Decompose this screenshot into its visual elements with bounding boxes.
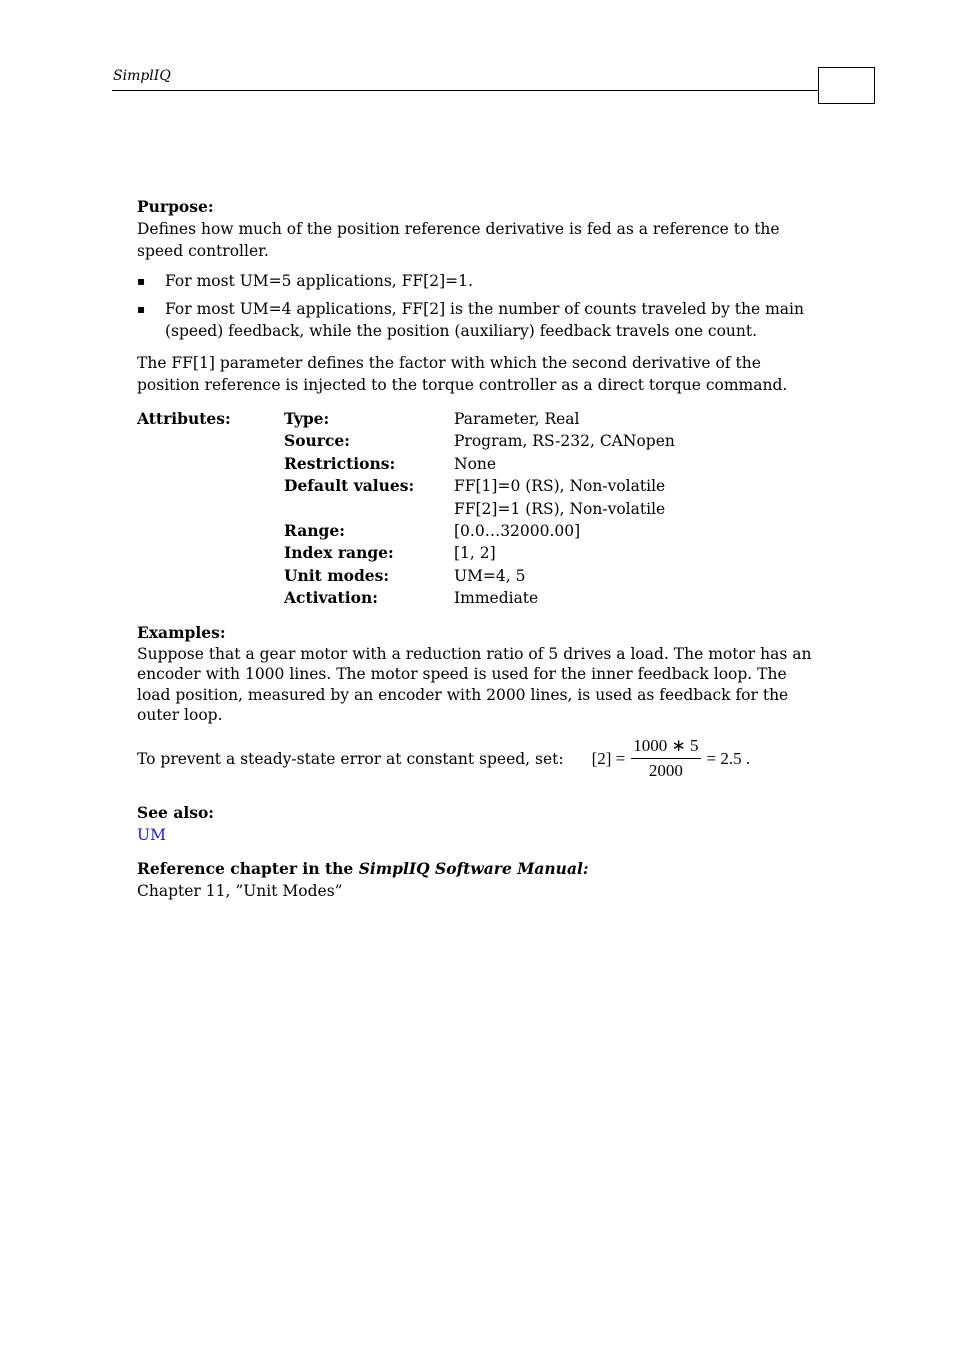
attr-value: UM=4, 5 (454, 566, 526, 585)
reference-heading-italic: SimplIQ Software Manual: (358, 858, 589, 878)
bullet-icon: ▪ (137, 274, 146, 288)
attr-value: Parameter, Real (454, 410, 580, 428)
attributes-heading: Attributes: (137, 409, 231, 428)
um-link[interactable]: UM (137, 825, 166, 844)
formula-rhs: = 2.5 . (706, 748, 751, 768)
formula-numerator: 1000 ∗ 5 (631, 736, 700, 759)
header-title: SimplIQ (113, 68, 171, 84)
list-item (137, 298, 817, 342)
attr-label (284, 498, 454, 520)
see-also-heading: See also: (137, 802, 215, 822)
header-rule (112, 90, 818, 91)
attributes-table (137, 408, 817, 610)
bullet-icon: ▪ (137, 302, 146, 316)
formula-lhs: [2] = (591, 748, 626, 768)
formula-row (137, 734, 817, 784)
attr-label: Restrictions: (284, 453, 396, 473)
attr-label: Range: (284, 521, 345, 541)
formula-fraction (631, 736, 700, 781)
document-body (137, 196, 817, 902)
attr-label: Source: (284, 431, 350, 451)
attr-value: [1, 2] (454, 544, 496, 563)
attr-label: Activation: (284, 588, 378, 608)
purpose-text: Defines how much of the position reference derivative is fed as a reference to the speed controller. (137, 220, 780, 260)
purpose-paragraph: The FF[1] parameter defines the factor with which the second derivative of the position reference is injected to the torque controller as a direct torque command. (137, 354, 788, 394)
attr-label: Unit modes: (284, 565, 390, 585)
attr-label: Default values: (284, 476, 415, 496)
attr-value: FF[2]=1 (RS), Non-volatile (454, 499, 666, 518)
attr-value: Program, RS-232, CANopen (454, 432, 675, 451)
formula-denominator: 2000 (648, 761, 683, 781)
formula-intro: To prevent a steady-state error at constant speed, set: (137, 749, 564, 768)
reference-heading-prefix: Reference chapter in the (137, 858, 359, 878)
examples-text: Suppose that a gear motor with a reduction ratio of 5 drives a load. The motor has an encoder with 1000 lines. The motor speed is used for the inner feedback loop. The load position, measured by an encoder with 2000 lines, is used as feedback for the outer loop. (137, 644, 812, 725)
bullet-text: For most UM=5 applications, FF[2]=1. (165, 272, 473, 290)
purpose-bullets (137, 270, 817, 342)
formula (592, 736, 751, 781)
reference-heading (137, 858, 817, 880)
bullet-text: For most UM=4 applications, FF[2] is the number of counts traveled by the main (speed) feedback, while the position (auxiliary) feedback travels one count. (165, 300, 804, 340)
purpose-heading: Purpose: (137, 197, 214, 216)
attr-label: Type: (284, 409, 330, 428)
attr-value: Immediate (454, 589, 539, 608)
attr-label: Index range: (284, 543, 394, 563)
attr-value: None (454, 454, 497, 473)
list-item (137, 270, 817, 292)
attr-value: [0.0…32000.00] (454, 522, 581, 541)
reference-text: Chapter 11, ”Unit Modes” (137, 881, 343, 900)
attr-value: FF[1]=0 (RS), Non-volatile (454, 477, 666, 496)
page-number-box (818, 67, 875, 104)
examples-heading: Examples: (137, 622, 226, 642)
